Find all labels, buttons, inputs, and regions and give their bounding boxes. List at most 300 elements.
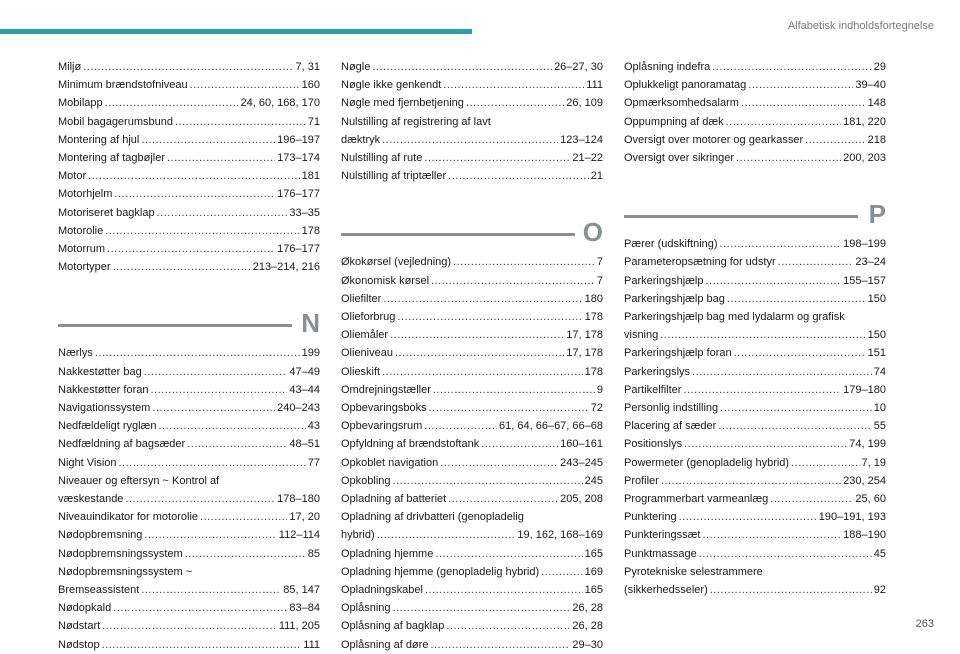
- entry-pages: 47–49: [289, 365, 320, 378]
- entry-term: Pærer (udskiftning): [624, 238, 718, 251]
- dot-leader: [727, 290, 866, 308]
- entry-term: Nøgle: [341, 61, 371, 73]
- dot-leader: [83, 58, 293, 76]
- dot-leader: [107, 240, 275, 258]
- entry-pages: 17, 20: [289, 511, 320, 524]
- section-letter: O: [582, 217, 603, 248]
- entry-pages: 111, 205: [278, 620, 320, 633]
- entry-pages: 179–180: [843, 383, 886, 396]
- entry-pages: 240–243: [277, 402, 320, 415]
- index-entry: [624, 526, 886, 544]
- index-entry: [624, 149, 886, 167]
- index-entry: [341, 545, 603, 563]
- entry-term: Nødopbremsning: [58, 529, 143, 542]
- entry-term: Oplukkeligt panoramatag: [624, 79, 747, 92]
- entry-term-continuation: (sikkerhedsseler): [624, 584, 708, 597]
- index-entry: [624, 308, 886, 344]
- entry-pages: 26–27, 30: [554, 61, 603, 73]
- index-entry: [58, 204, 320, 222]
- dot-leader: [431, 272, 595, 290]
- index-entry: [341, 76, 603, 94]
- index-entry: [341, 454, 603, 472]
- entry-pages: 245: [584, 474, 603, 487]
- index-entry: [341, 363, 603, 381]
- dot-leader: [102, 617, 277, 635]
- entry-term: Økokørsel (vejledning): [341, 256, 452, 269]
- dot-leader: [443, 76, 584, 94]
- entry-pages: 112–114: [278, 529, 320, 542]
- entry-term: Opladning hjemme: [341, 547, 434, 560]
- index-entry: [58, 240, 320, 258]
- index-entry: [58, 258, 320, 276]
- entry-term: Nødstop: [58, 638, 100, 651]
- dot-leader: [710, 581, 872, 599]
- index-entry: [624, 344, 886, 362]
- dot-leader: [448, 490, 558, 508]
- dot-leader: [144, 363, 288, 381]
- entry-pages: 199: [301, 347, 320, 360]
- dot-leader: [440, 454, 558, 472]
- index-entry: [58, 185, 320, 203]
- entry-term: Pyrotekniske selestrammere: [624, 565, 763, 578]
- index-entry: [58, 526, 320, 544]
- dot-leader: [105, 94, 239, 112]
- entry-term: Parameteropsætning for udstyr: [624, 256, 776, 269]
- dot-leader: [141, 131, 275, 149]
- entry-term: Parkeringshjælp bag: [624, 292, 725, 305]
- entry-term: Oplåsning: [341, 602, 391, 615]
- section-letter: P: [868, 199, 886, 230]
- entry-term-continuation: væskestande: [58, 493, 124, 506]
- entry-term: Nedfældeligt ryglæn: [58, 420, 157, 433]
- entry-pages: 21–22: [572, 152, 603, 165]
- index-entry: [58, 599, 320, 617]
- entry-pages: 213–214, 216: [252, 261, 320, 274]
- dot-leader: [102, 636, 302, 654]
- dot-leader: [158, 417, 305, 435]
- entry-term: Oplåsning indefra: [624, 61, 711, 73]
- section-header: [624, 199, 886, 230]
- index-entry: [624, 399, 886, 417]
- entry-term: Omdrejningstæller: [341, 383, 431, 396]
- dot-leader: [393, 599, 571, 617]
- index-entry: [624, 563, 886, 599]
- index-column-3: [624, 58, 886, 599]
- dot-leader: [114, 185, 275, 203]
- entry-pages: 176–177: [277, 188, 320, 201]
- entry-pages: 160: [301, 79, 320, 92]
- index-entry: [341, 581, 603, 599]
- dot-leader: [185, 545, 306, 563]
- entry-pages: 29–30: [572, 638, 603, 651]
- dot-leader: [144, 526, 276, 544]
- index-entry: [624, 381, 886, 399]
- dot-leader: [113, 258, 251, 276]
- index-entry: [58, 417, 320, 435]
- entry-pages: 178: [584, 311, 603, 324]
- entry-pages: 17, 178: [566, 347, 603, 360]
- entry-term: Oplåsning af døre: [341, 638, 429, 651]
- entry-term: Nødstart: [58, 620, 101, 633]
- dot-leader: [805, 131, 866, 149]
- entry-term: Opladning af drivbatteri (genopladelig: [341, 511, 524, 524]
- entry-term: Motoriseret bagklap: [58, 206, 155, 219]
- index-entry: [624, 545, 886, 563]
- entry-term: Motorhjelm: [58, 188, 113, 201]
- entry-pages: 205, 208: [560, 493, 603, 506]
- entry-pages: 25, 60: [855, 493, 886, 506]
- entry-pages: 55: [873, 420, 886, 433]
- index-entry: [341, 381, 603, 399]
- entry-term: Powermeter (genopladelig hybrid): [624, 456, 790, 469]
- entry-pages: 26, 28: [572, 602, 603, 615]
- entry-term: Opmærksomhedsalarm: [624, 97, 739, 110]
- entry-pages: 181: [301, 170, 320, 183]
- entry-term: Personlig indstilling: [624, 402, 719, 415]
- index-entry: [58, 222, 320, 240]
- index-entry: [58, 58, 320, 76]
- entry-pages: 29: [873, 61, 886, 73]
- index-entry: [58, 508, 320, 526]
- index-entry: [624, 417, 886, 435]
- section-rule: [624, 215, 858, 218]
- entry-pages: 7, 31: [295, 61, 320, 73]
- index-entry: [624, 235, 886, 253]
- entry-pages: 85: [307, 547, 320, 560]
- entry-term: Olieniveau: [341, 347, 393, 360]
- entry-term: Opladningskabel: [341, 584, 423, 597]
- dot-leader: [393, 472, 583, 490]
- entry-pages: 9: [596, 383, 603, 396]
- entry-pages: 173–174: [277, 152, 320, 165]
- index-entry: [624, 58, 886, 76]
- dot-leader: [466, 94, 564, 112]
- dot-leader: [448, 167, 589, 185]
- dot-leader: [95, 344, 300, 362]
- entry-term: Navigationssystem: [58, 402, 151, 415]
- dot-leader: [705, 272, 841, 290]
- entry-term: Opbevaringsrum: [341, 420, 423, 433]
- entry-pages: 218: [867, 133, 886, 146]
- dot-leader: [372, 58, 552, 76]
- entry-pages: 71: [307, 115, 320, 128]
- index-entry: [341, 417, 603, 435]
- entry-pages: 92: [873, 584, 886, 597]
- entry-pages: 169: [584, 565, 603, 578]
- entry-pages: 151: [867, 347, 886, 360]
- index-entry: [341, 490, 603, 508]
- entry-term: Oplåsning af bagklap: [341, 620, 445, 633]
- entry-term: Montering af tagbøjler: [58, 152, 165, 165]
- entry-term: Opladning hjemme (genopladelig hybrid): [341, 565, 540, 578]
- header-accent-bar: [0, 29, 472, 34]
- index-entry: [341, 94, 603, 112]
- dot-leader: [105, 222, 299, 240]
- dot-leader: [187, 435, 287, 453]
- entry-term: Nødopbremsningssystem ~: [58, 565, 193, 578]
- dot-leader: [377, 526, 516, 544]
- section-rule: [58, 324, 292, 327]
- entry-pages: 43–44: [289, 383, 320, 396]
- index-entry: [341, 326, 603, 344]
- dot-leader: [481, 435, 558, 453]
- index-entry: [341, 149, 603, 167]
- section-header: [58, 308, 320, 339]
- dot-leader: [113, 599, 287, 617]
- index-entry: [341, 58, 603, 76]
- entry-term: Nulstilling af rute: [341, 152, 423, 165]
- dot-leader: [424, 417, 497, 435]
- entry-term: Nakkestøtter bag: [58, 365, 142, 378]
- dot-leader: [453, 253, 595, 271]
- entry-pages: 196–197: [277, 133, 320, 146]
- dot-leader: [736, 149, 841, 167]
- index-entry: [624, 454, 886, 472]
- entry-pages: 200, 203: [843, 152, 886, 165]
- entry-term: Oliemåler: [341, 329, 389, 342]
- entry-pages: 243–245: [560, 456, 603, 469]
- entry-pages: 72: [590, 402, 603, 415]
- index-entry: [624, 94, 886, 112]
- entry-term: Nøgle med fjernbetjening: [341, 97, 464, 110]
- entry-term: Opfyldning af brændstoftank: [341, 438, 480, 451]
- entry-term: Motorolie: [58, 224, 104, 237]
- entry-term: Programmerbart varmeanlæg: [624, 493, 769, 506]
- entry-pages: 180: [584, 292, 603, 305]
- index-entry: [624, 76, 886, 94]
- dot-leader: [382, 131, 558, 149]
- dot-leader: [435, 545, 582, 563]
- dot-leader: [660, 326, 865, 344]
- dot-leader: [446, 617, 570, 635]
- index-entry: [624, 131, 886, 149]
- dot-leader: [430, 636, 570, 654]
- dot-leader: [748, 76, 853, 94]
- index-entry: [624, 113, 886, 131]
- index-entry: [624, 472, 886, 490]
- entry-term: Opkoblet navigation: [341, 456, 439, 469]
- index-entry: [341, 563, 603, 581]
- dot-leader: [741, 94, 866, 112]
- entry-pages: 39–40: [855, 79, 886, 92]
- dot-leader: [152, 399, 275, 417]
- entry-term: Olieforbrug: [341, 311, 396, 324]
- index-entry: [58, 381, 320, 399]
- index-column-1: [58, 58, 320, 654]
- dot-leader: [699, 545, 872, 563]
- dot-leader: [720, 235, 842, 253]
- index-entry: [341, 272, 603, 290]
- entry-term: Motor: [58, 170, 87, 183]
- dot-leader: [734, 344, 866, 362]
- entry-pages: 176–177: [277, 243, 320, 256]
- entry-pages: 23–24: [855, 256, 886, 269]
- index-entry: [341, 399, 603, 417]
- index-entry: [58, 454, 320, 472]
- entry-pages: 74, 199: [849, 438, 886, 451]
- entry-term: Minimum brændstofniveau: [58, 79, 188, 92]
- dot-leader: [175, 113, 306, 131]
- index-entry: [624, 490, 886, 508]
- dot-leader: [778, 253, 854, 271]
- entry-term: Motorrum: [58, 243, 106, 256]
- dot-leader: [433, 381, 595, 399]
- index-entry: [341, 344, 603, 362]
- dot-leader: [726, 113, 842, 131]
- dot-leader: [661, 472, 841, 490]
- entry-pages: 7, 19: [861, 456, 886, 469]
- entry-pages: 111: [303, 638, 320, 651]
- index-entry: [624, 508, 886, 526]
- entry-pages: 33–35: [289, 206, 320, 219]
- entry-term-continuation: dæktryk: [341, 133, 381, 146]
- section-rule: [341, 233, 575, 236]
- index-entry: [624, 290, 886, 308]
- dot-leader: [718, 417, 871, 435]
- index-entry: [58, 94, 320, 112]
- entry-pages: 165: [584, 584, 603, 597]
- index-entry: [341, 636, 603, 654]
- index-entry: [58, 344, 320, 362]
- index-entry: [58, 563, 320, 599]
- entry-term: Nødopkald: [58, 602, 112, 615]
- index-entry: [58, 76, 320, 94]
- index-entry: [624, 272, 886, 290]
- index-entry: [341, 508, 603, 544]
- dot-leader: [679, 508, 817, 526]
- dot-leader: [125, 490, 275, 508]
- index-entry: [341, 599, 603, 617]
- index-entry: [341, 290, 603, 308]
- index-entry: [341, 253, 603, 271]
- entry-pages: 181, 220: [843, 115, 886, 128]
- index-entry: [58, 131, 320, 149]
- entry-pages: 165: [584, 547, 603, 560]
- entry-term: Mobilapp: [58, 97, 103, 110]
- dot-leader: [429, 399, 589, 417]
- entry-pages: 48–51: [289, 438, 320, 451]
- entry-pages: 190–191, 193: [818, 511, 886, 524]
- dot-leader: [770, 490, 853, 508]
- entry-term: Nulstilling af registrering af lavt: [341, 115, 491, 128]
- dot-leader: [167, 149, 275, 167]
- entry-pages: 178: [301, 224, 320, 237]
- dot-leader: [119, 454, 306, 472]
- section-header: [341, 217, 603, 248]
- index-entry: [624, 435, 886, 453]
- entry-term: Niveauer og eftersyn ~ Kontrol af: [58, 474, 220, 487]
- dot-leader: [397, 308, 582, 326]
- page-number: 263: [915, 618, 934, 630]
- index-entry: [58, 545, 320, 563]
- entry-term: Nakkestøtter foran: [58, 383, 149, 396]
- entry-term: Punkteringssæt: [624, 529, 701, 542]
- dot-leader: [424, 149, 570, 167]
- entry-term: Placering af sæder: [624, 420, 717, 433]
- entry-term: Profiler: [624, 474, 659, 487]
- entry-pages: 74: [873, 365, 886, 378]
- entry-term: Nulstilling af triptæller: [341, 170, 447, 183]
- entry-term: Oppumpning af dæk: [624, 115, 724, 128]
- entry-term: Niveauindikator for motorolie: [58, 511, 199, 524]
- entry-term-continuation: visning: [624, 329, 659, 342]
- index-entry: [341, 113, 603, 149]
- index-entry: [341, 167, 603, 185]
- index-entry: [58, 149, 320, 167]
- entry-term: Opbevaringsboks: [341, 402, 427, 415]
- entry-term: Nedfældning af bagsæder: [58, 438, 186, 451]
- entry-term: Opladning af batteriet: [341, 493, 447, 506]
- entry-pages: 26, 109: [566, 97, 603, 110]
- entry-pages: 230, 254: [843, 474, 886, 487]
- entry-pages: 178: [584, 365, 603, 378]
- entry-term: Oversigt over sikringer: [624, 152, 735, 165]
- entry-pages: 7: [596, 256, 603, 269]
- index-entry: [58, 363, 320, 381]
- dot-leader: [684, 435, 847, 453]
- entry-pages: 111: [586, 79, 603, 92]
- index-entry: [58, 399, 320, 417]
- entry-pages: 43: [307, 420, 320, 433]
- dot-leader: [190, 76, 300, 94]
- entry-pages: 123–124: [560, 133, 603, 146]
- entry-term: Nærlys: [58, 347, 93, 360]
- dot-leader: [712, 58, 872, 76]
- entry-pages: 160–161: [560, 438, 603, 451]
- entry-pages: 21: [590, 170, 603, 183]
- dot-leader: [541, 563, 583, 581]
- dot-leader: [382, 363, 583, 381]
- entry-term: Parkeringshjælp foran: [624, 347, 732, 360]
- entry-pages: 19, 162, 168–169: [517, 529, 603, 542]
- entry-term: Oversigt over motorer og gearkasser: [624, 133, 804, 146]
- entry-pages: 85, 147: [283, 584, 320, 597]
- entry-term: Oliefilter: [341, 292, 382, 305]
- entry-term: Økonomisk kørsel: [341, 274, 430, 287]
- index-entry: [341, 308, 603, 326]
- entry-term: Nødopbremsningssystem: [58, 547, 183, 560]
- entry-term-continuation: Bremseassistent: [58, 584, 140, 597]
- index-column-2: [341, 58, 603, 654]
- dot-leader: [395, 344, 564, 362]
- dot-leader: [88, 167, 300, 185]
- dot-leader: [692, 363, 872, 381]
- index-entry: [58, 617, 320, 635]
- entry-pages: 198–199: [843, 238, 886, 251]
- index-entry: [341, 472, 603, 490]
- dot-leader: [390, 326, 564, 344]
- entry-term: Punktmassage: [624, 547, 697, 560]
- entry-term: Mobil bagagerumsbund: [58, 115, 173, 128]
- entry-pages: 45: [873, 547, 886, 560]
- dot-leader: [720, 399, 872, 417]
- dot-leader: [791, 454, 859, 472]
- entry-term: Night Vision: [58, 456, 117, 469]
- index-entry: [58, 435, 320, 453]
- entry-pages: 24, 60, 168, 170: [240, 97, 320, 110]
- entry-pages: 26, 28: [572, 620, 603, 633]
- entry-term: Parkeringshjælp bag med lydalarm og grafisk: [624, 311, 845, 324]
- index-entry: [58, 167, 320, 185]
- index-entry: [341, 617, 603, 635]
- dot-leader: [141, 581, 281, 599]
- entry-term: Nøgle ikke genkendt: [341, 79, 442, 92]
- entry-pages: 188–190: [843, 529, 886, 542]
- entry-term: Miljø: [58, 61, 82, 73]
- entry-term: Positionslys: [624, 438, 683, 451]
- dot-leader: [683, 381, 841, 399]
- dot-leader: [150, 381, 287, 399]
